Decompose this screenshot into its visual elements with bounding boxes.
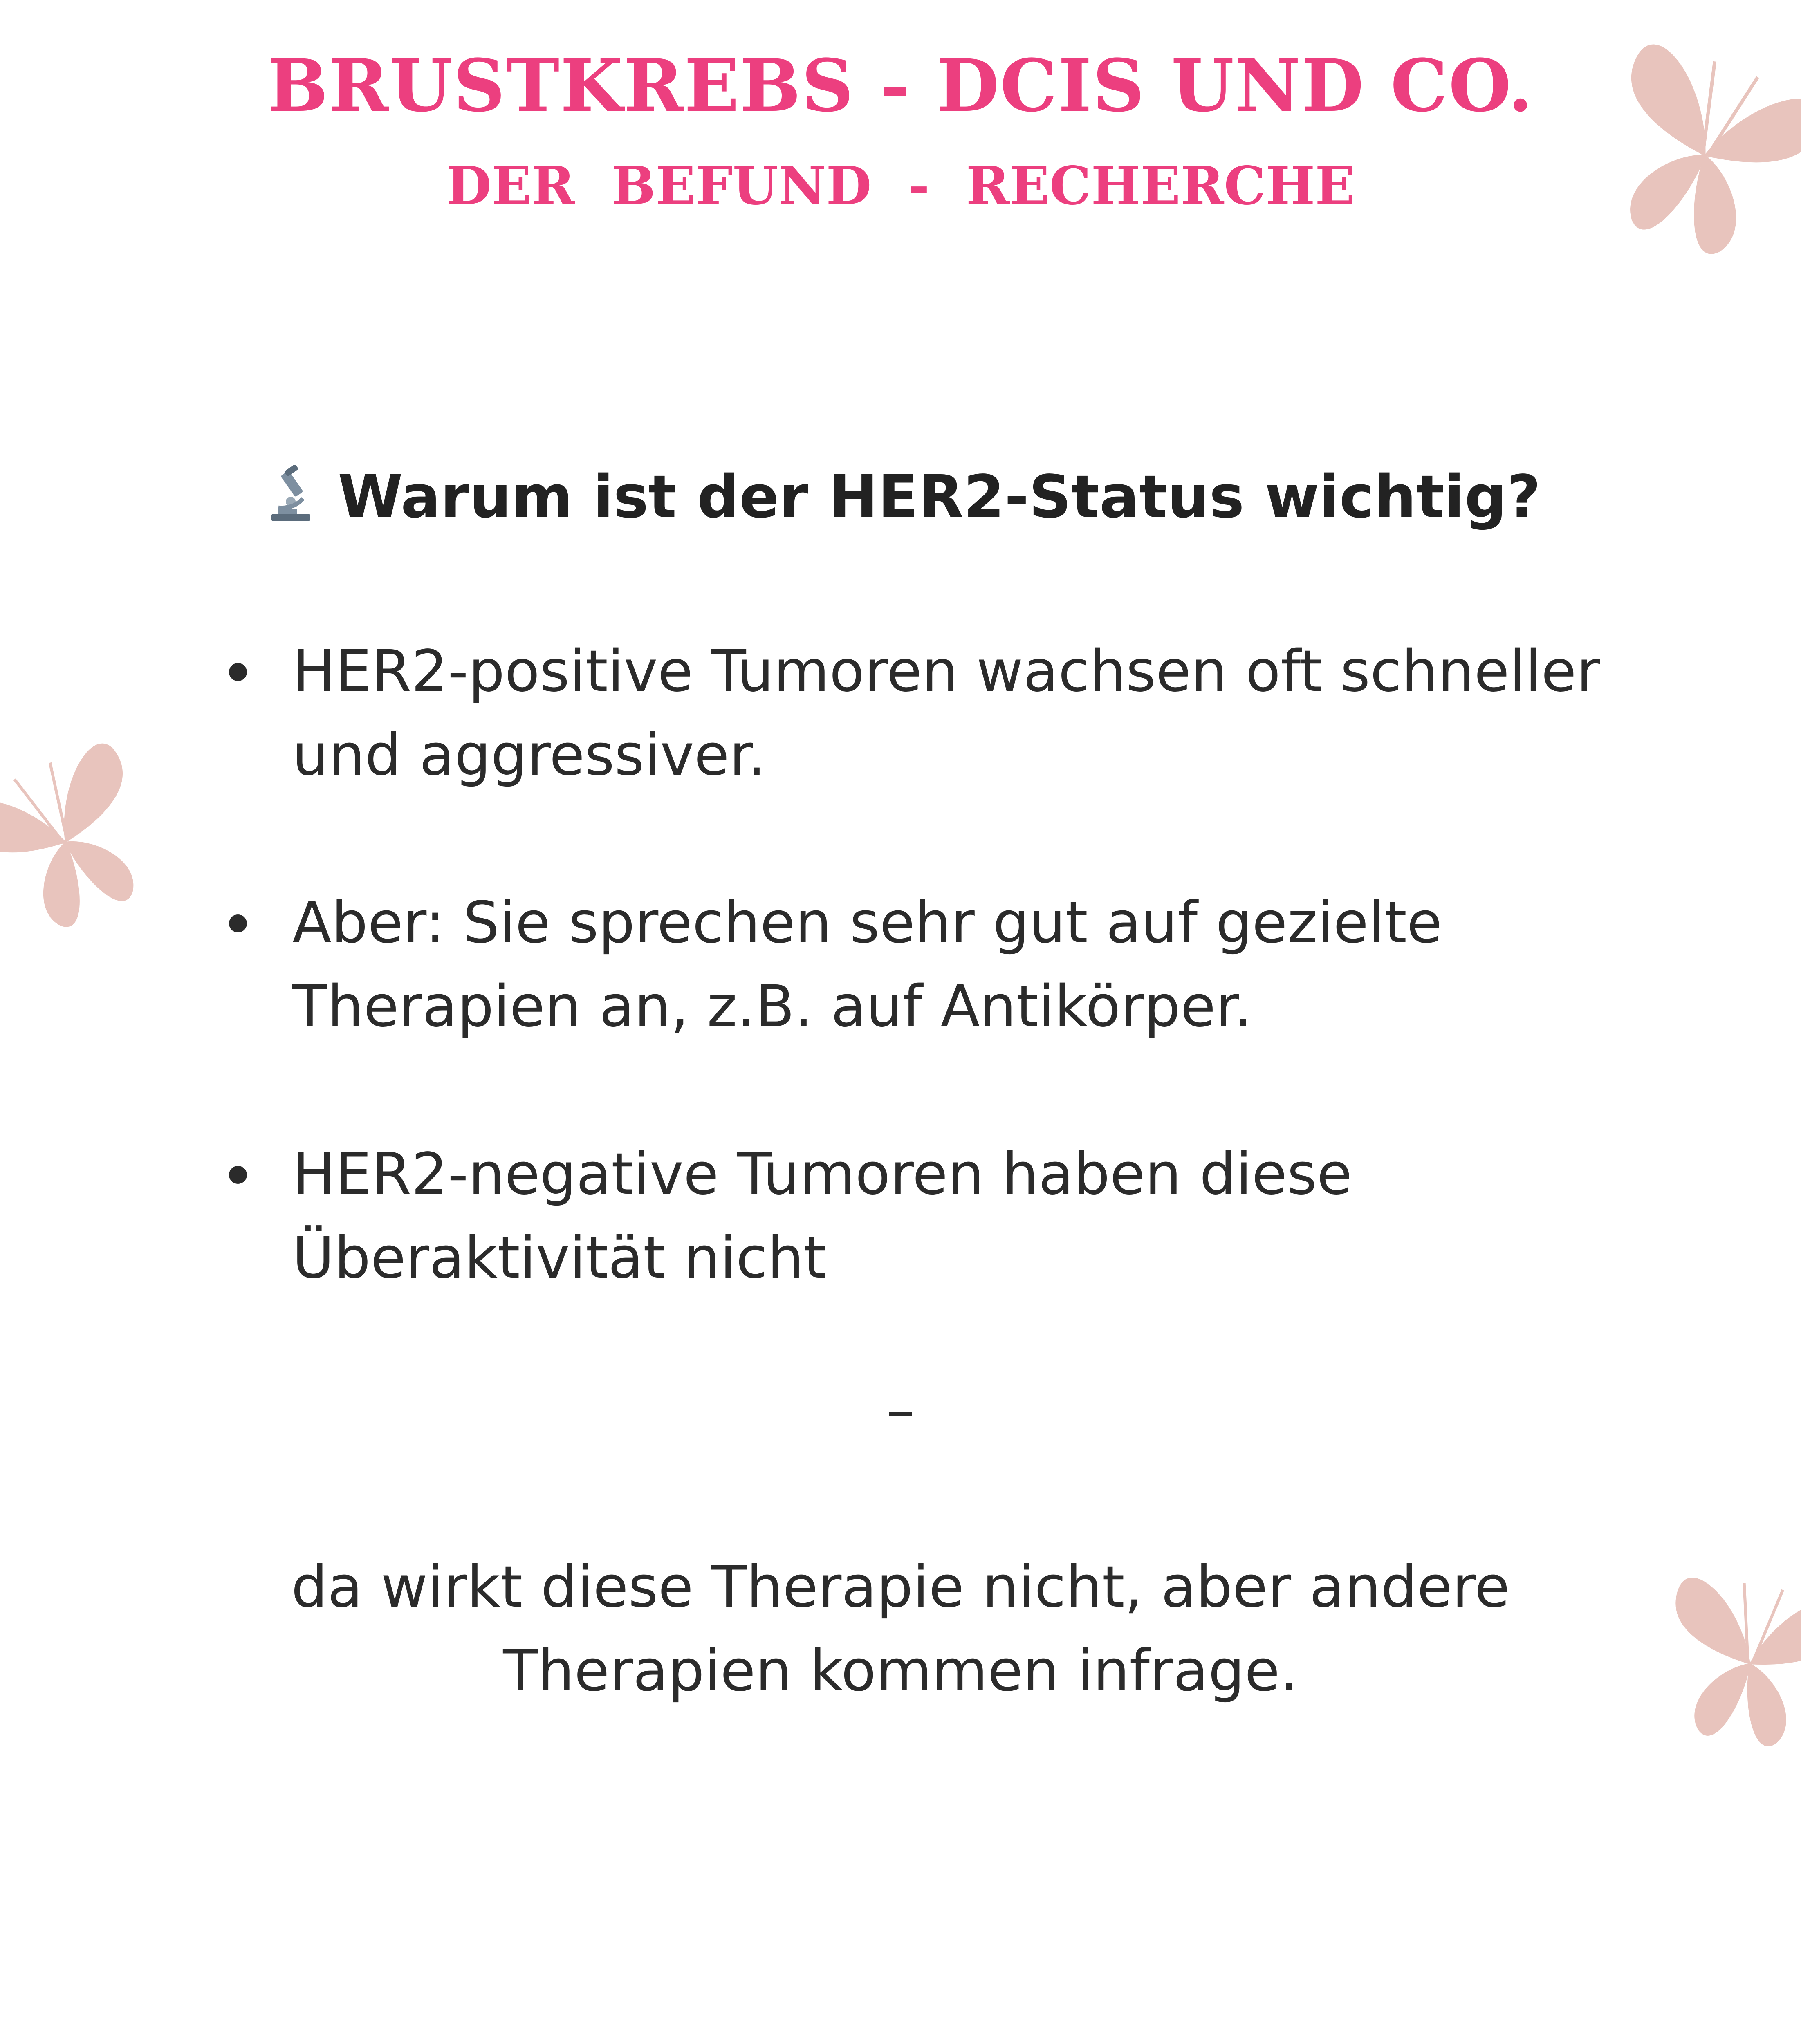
closing-text: da wirkt diese Therapie nicht, aber andere Therapien kommen infrage. [291,1554,1510,1704]
bullet-icon [229,914,247,932]
list-item [221,881,1611,1049]
bullet-text: Aber: Sie sprechen sehr gut auf gezielte Therapien an, z.B. auf Antikörper. [292,890,1442,1040]
section-heading [0,462,1801,531]
bullet-text: HER2-negative Tumoren haben diese Überaktivität nicht [292,1141,1352,1291]
list-item [221,1132,1611,1300]
bullet-text: HER2-positive Tumoren wachsen oft schneller und aggressiver. [292,638,1600,789]
butterfly-left-icon [0,736,164,948]
microscope-icon [260,465,321,526]
question-text: Warum ist der HER2-Status wichtig? [338,462,1541,531]
bullet-list [221,630,1611,1384]
list-item [221,630,1611,797]
page-title: BRUSTKREBS - DCIS UND CO. [267,43,1534,128]
bullet-icon [229,663,247,681]
bullet-icon [229,1166,247,1184]
butterfly-right-icon [1652,1566,1801,1762]
pink-ribbon-icon [760,2040,1088,2044]
butterfly-top-right-icon [1590,25,1801,286]
separator-dash: – [886,1377,915,1443]
page-subtitle: DER BEFUND - RECHERCHE [446,155,1355,217]
